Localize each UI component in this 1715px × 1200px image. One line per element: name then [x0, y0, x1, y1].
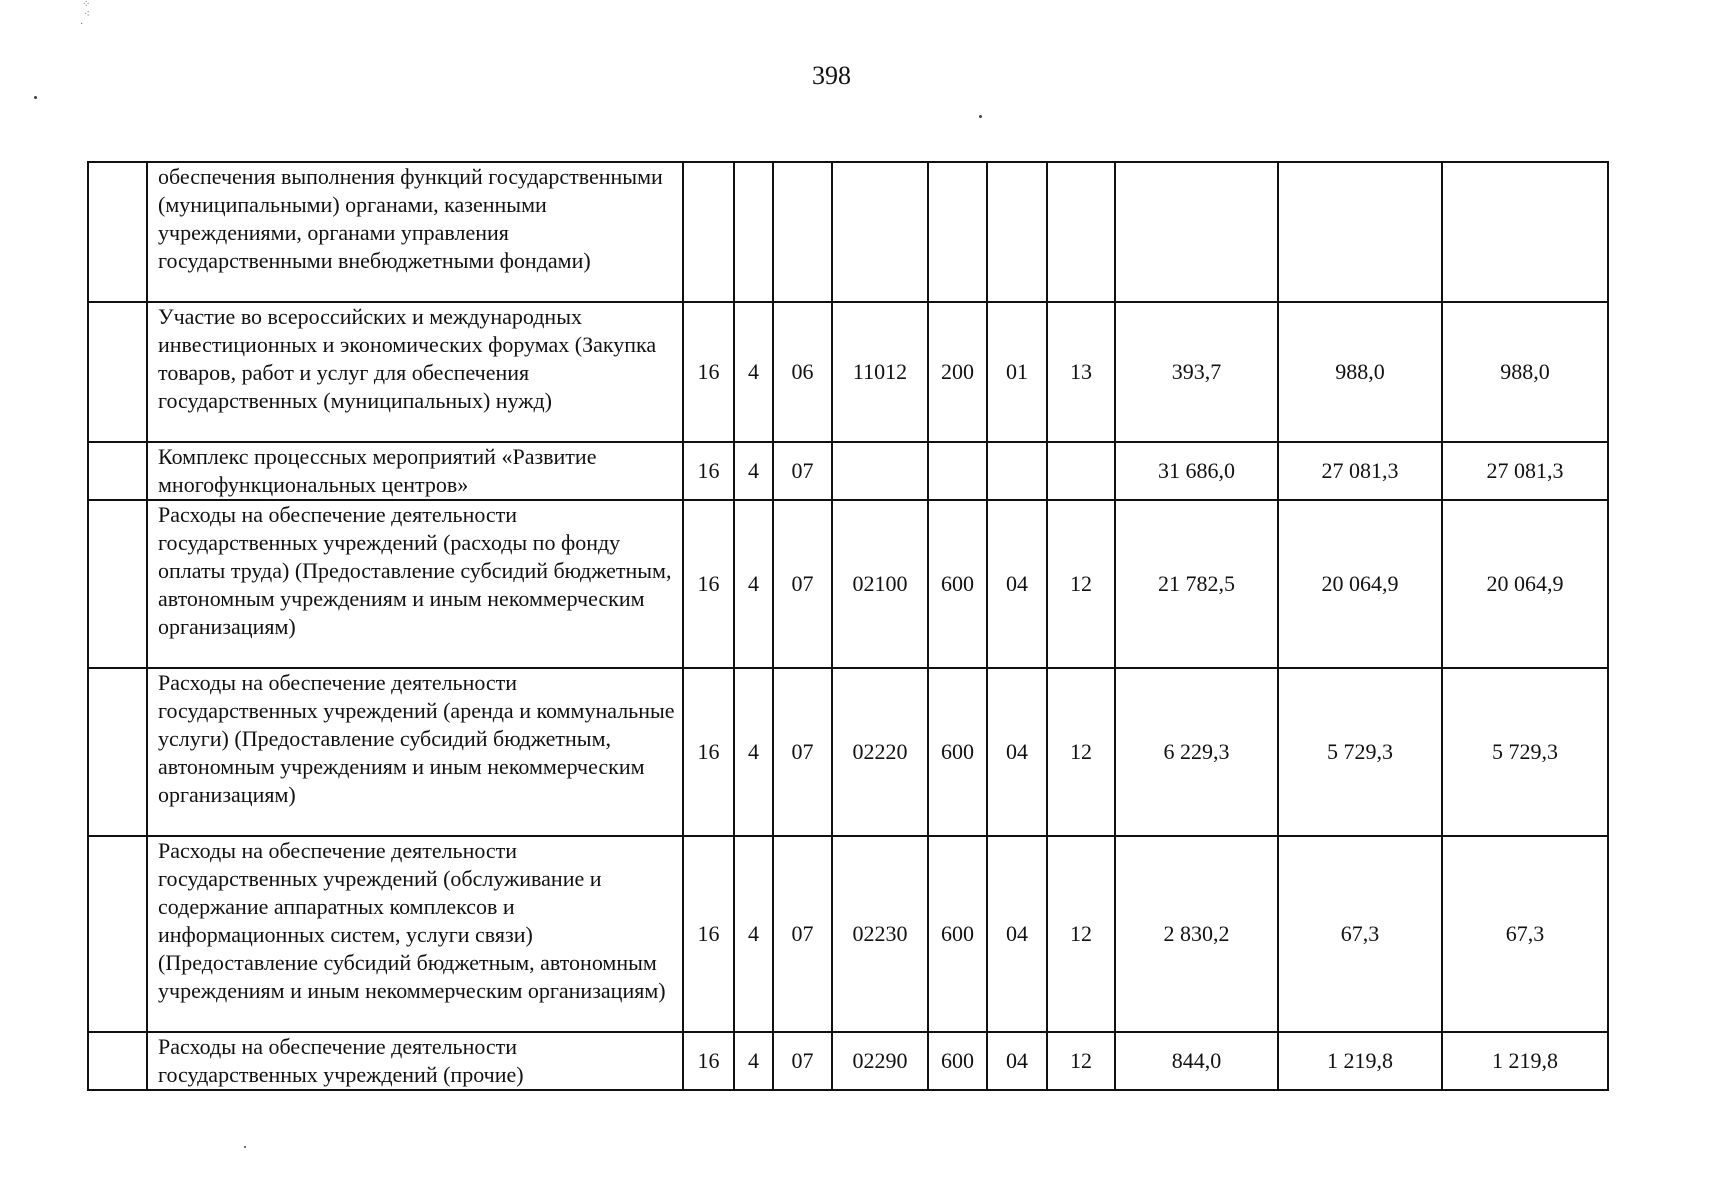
code-cell-2: 4	[734, 302, 773, 442]
code-cell-2: 4	[734, 836, 773, 1032]
code-cell-6: 04	[987, 668, 1047, 836]
code-cell-3: 07	[773, 1032, 832, 1090]
code-cell-4: 02290	[832, 1032, 928, 1090]
code-cell-2: 4	[734, 668, 773, 836]
scan-corner-mark: ⁘ ⁖ ·	[80, 0, 91, 30]
amount-cell-3: 1 219,8	[1442, 1032, 1608, 1090]
amount-cell-3: 5 729,3	[1442, 668, 1608, 836]
code-cell-4: 11012	[832, 302, 928, 442]
description-cell: Участие во всероссийских и международных инвестиционных и экономических форумах (Закупка товаров, работ и услуг для обеспечения государственных (муниципальных) нужд)	[147, 302, 683, 442]
row-number-cell	[88, 302, 147, 442]
page-number: 398	[812, 61, 851, 90]
amount-cell-2: 67,3	[1278, 836, 1442, 1032]
amount-cell-2: 27 081,3	[1278, 442, 1442, 500]
code-cell-4: 02230	[832, 836, 928, 1032]
code-cell-1: 16	[683, 836, 734, 1032]
code-cell-7: 12	[1047, 836, 1115, 1032]
code-cell-4	[832, 442, 928, 500]
code-cell-6	[987, 442, 1047, 500]
row-number-cell	[88, 668, 147, 836]
row-number-cell	[88, 1032, 147, 1090]
code-cell-2	[734, 162, 773, 302]
amount-cell-2: 5 729,3	[1278, 668, 1442, 836]
amount-cell-2: 20 064,9	[1278, 500, 1442, 668]
row-number-cell	[88, 836, 147, 1032]
amount-cell-1: 31 686,0	[1115, 442, 1278, 500]
table-row	[88, 668, 1608, 836]
amount-cell-1: 393,7	[1115, 302, 1278, 442]
amount-cell-3: 988,0	[1442, 302, 1608, 442]
code-cell-4: 02220	[832, 668, 928, 836]
code-cell-3: 07	[773, 668, 832, 836]
code-cell-5: 600	[928, 1032, 987, 1090]
code-cell-6: 01	[987, 302, 1047, 442]
amount-cell-1: 6 229,3	[1115, 668, 1278, 836]
scan-speck	[979, 115, 982, 118]
table-row	[88, 162, 1608, 302]
amount-cell-3: 67,3	[1442, 836, 1608, 1032]
code-cell-5: 200	[928, 302, 987, 442]
amount-cell-1: 2 830,2	[1115, 836, 1278, 1032]
table-row	[88, 1032, 1608, 1090]
amount-cell-2: 988,0	[1278, 302, 1442, 442]
code-cell-2: 4	[734, 1032, 773, 1090]
row-number-cell	[88, 442, 147, 500]
row-number-cell	[88, 162, 147, 302]
description-cell: Расходы на обеспечение деятельности государственных учреждений (расходы по фонду оплаты труда) (Предоставление субсидий бюджетным, автономным учреждениям и иным некоммерческим организациям)	[147, 500, 683, 668]
scan-speck	[34, 96, 37, 99]
code-cell-3: 07	[773, 442, 832, 500]
code-cell-7: 13	[1047, 302, 1115, 442]
code-cell-7: 12	[1047, 1032, 1115, 1090]
code-cell-5	[928, 162, 987, 302]
code-cell-7: 12	[1047, 500, 1115, 668]
row-number-cell	[88, 500, 147, 668]
amount-cell-1: 844,0	[1115, 1032, 1278, 1090]
amount-cell-3	[1442, 162, 1608, 302]
code-cell-1: 16	[683, 500, 734, 668]
amount-cell-1	[1115, 162, 1278, 302]
table-row	[88, 302, 1608, 442]
code-cell-7	[1047, 162, 1115, 302]
amount-cell-1: 21 782,5	[1115, 500, 1278, 668]
table-row	[88, 442, 1608, 500]
code-cell-1: 16	[683, 442, 734, 500]
code-cell-6: 04	[987, 1032, 1047, 1090]
description-cell: Расходы на обеспечение деятельности государственных учреждений (прочие)	[147, 1032, 683, 1090]
code-cell-7	[1047, 442, 1115, 500]
code-cell-5: 600	[928, 500, 987, 668]
description-cell: обеспечения выполнения функций государственными (муниципальными) органами, казенными учреждениями, органами управления государственными внебюджетными фондами)	[147, 162, 683, 302]
budget-table	[87, 161, 1609, 1091]
code-cell-1	[683, 162, 734, 302]
code-cell-5: 600	[928, 668, 987, 836]
amount-cell-2	[1278, 162, 1442, 302]
code-cell-4	[832, 162, 928, 302]
code-cell-1: 16	[683, 302, 734, 442]
code-cell-1: 16	[683, 1032, 734, 1090]
code-cell-3: 07	[773, 836, 832, 1032]
amount-cell-3: 20 064,9	[1442, 500, 1608, 668]
description-cell: Расходы на обеспечение деятельности государственных учреждений (обслуживание и содержание аппаратных комплексов и информационных систем, услуги связи) (Предоставление субсидий бюджетным, автономным учреждениям и иным некоммерческим организациям)	[147, 836, 683, 1032]
scan-speck	[244, 1146, 246, 1148]
table-row	[88, 500, 1608, 668]
code-cell-3: 07	[773, 500, 832, 668]
amount-cell-2: 1 219,8	[1278, 1032, 1442, 1090]
code-cell-6	[987, 162, 1047, 302]
code-cell-7: 12	[1047, 668, 1115, 836]
code-cell-3	[773, 162, 832, 302]
code-cell-4: 02100	[832, 500, 928, 668]
table-row	[88, 836, 1608, 1032]
code-cell-5: 600	[928, 836, 987, 1032]
budget-table-body	[88, 162, 1608, 1090]
code-cell-5	[928, 442, 987, 500]
code-cell-1: 16	[683, 668, 734, 836]
code-cell-3: 06	[773, 302, 832, 442]
description-cell: Комплекс процессных мероприятий «Развитие многофункциональных центров»	[147, 442, 683, 500]
code-cell-6: 04	[987, 500, 1047, 668]
code-cell-2: 4	[734, 442, 773, 500]
description-cell: Расходы на обеспечение деятельности государственных учреждений (аренда и коммунальные услуги) (Предоставление субсидий бюджетным, автономным учреждениям и иным некоммерческим организациям)	[147, 668, 683, 836]
code-cell-2: 4	[734, 500, 773, 668]
code-cell-6: 04	[987, 836, 1047, 1032]
amount-cell-3: 27 081,3	[1442, 442, 1608, 500]
